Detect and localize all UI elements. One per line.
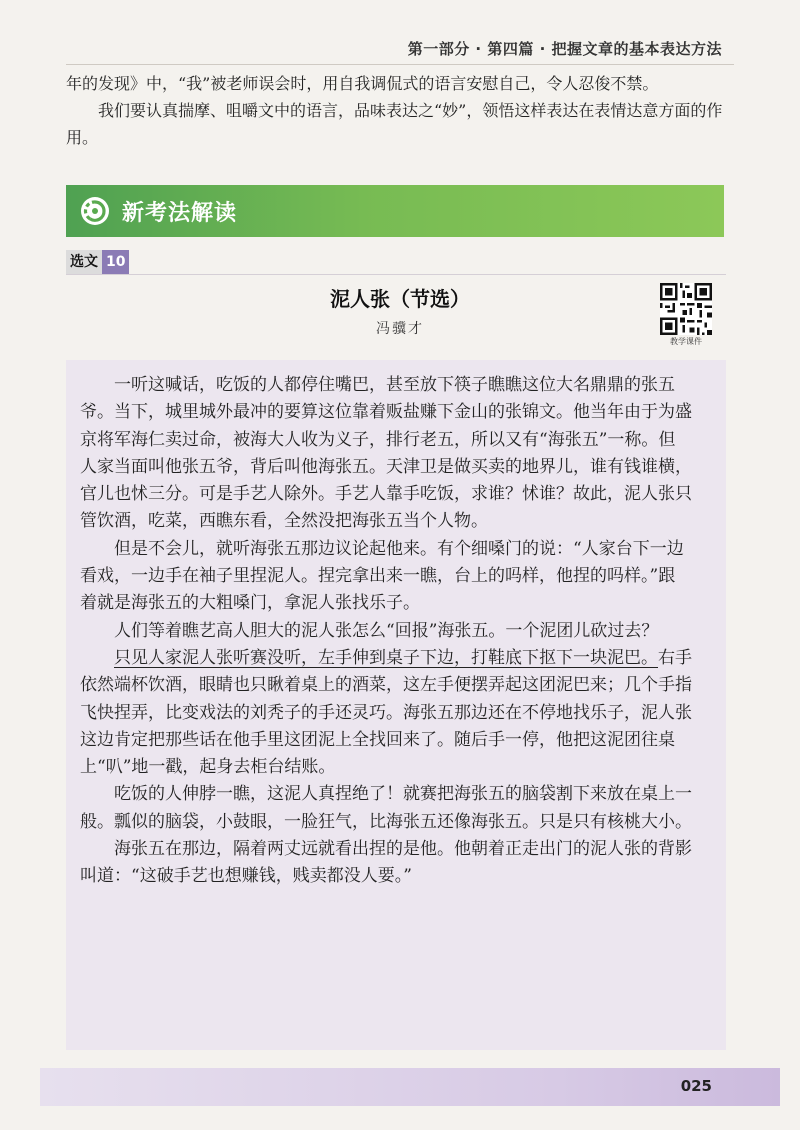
qr-code-icon[interactable] xyxy=(660,283,712,335)
qr-caption: 教学课件 xyxy=(670,337,702,346)
article-title: 泥人张（节选） xyxy=(330,287,470,311)
article-tag-number: 10 xyxy=(102,250,129,274)
qr-block[interactable] xyxy=(658,283,714,347)
header-divider xyxy=(66,64,734,65)
article-tag xyxy=(66,250,129,274)
passage-paragraph: 一听这喊话，吃饭的人都停住嘴巴，甚至放下筷子瞧瞧这位大名鼎鼎的张五爷。当下，城里城外最冲的要算这位靠着贩盐赚下金山的张锦文。他当年由于为盛京将军海仁卖过命，被海大人收为义子，排行老五，所以又有“海张五”一称。但人家当面叫他张五爷，背后叫他海张五。天津卫是做买卖的地界儿，谁有钱谁横，官儿也怵三分。可是手艺人除外。手艺人靠手吃饭，求谁？怵谁？故此，泥人张只管饮酒，吃菜，西瞧东看，全然没把海张五当个人物。 xyxy=(80,375,692,532)
intro-text xyxy=(66,70,734,151)
section-banner xyxy=(66,185,724,237)
running-header: 第一部分 · 第四篇 · 把握文章的基本表达方法 xyxy=(407,40,722,58)
passage-paragraph: 人们等着瞧艺高人胆大的泥人张怎么“回报”海张五。一个泥团儿砍过去？ xyxy=(114,620,659,641)
passage-paragraph: 吃饭的人伸脖一瞧，这泥人真捏绝了！就赛把海张五的脑袋割下来放在桌上一般。瓢似的脑袋，小鼓眼，一脸狂气，比海张五还像海张五。只是只有核桃大小。 xyxy=(80,784,692,832)
article-tag-label: 选文 xyxy=(66,250,102,274)
page-number: 025 xyxy=(680,1077,712,1095)
article-author: 冯骥才 xyxy=(376,321,424,337)
intro-paragraph: 我们要认真揣摩、咀嚼文中的语言，品味表达之“妙”，领悟这样表达在表情达意方面的作用。 xyxy=(66,101,723,147)
footer-bar xyxy=(40,1068,780,1106)
banner-title: 新考法解读 xyxy=(122,200,238,226)
passage-paragraph: 海张五在那边，隔着两丈远就看出捏的是他。他朝着正走出门的泥人张的背影叫道：“这破手艺也想赚钱，贱卖都没人要。” xyxy=(80,839,692,887)
paragraph-continuation: 右手依然端杯饮酒，眼睛也只瞅着桌上的酒菜，这左手便摆弄起这团泥巴来；几个手指飞快捏弄，比变戏法的刘秃子的手还灵巧。海张五那边还在不停地找乐子，泥人张这边肯定把那些话在他手里这团泥上全找回来了。随后手一停，他把这泥团往桌上“叭”地一戳，起身去柜台结账。 xyxy=(80,647,692,778)
tag-divider xyxy=(66,274,726,275)
underlined-sentence: 只见人家泥人张听赛没听，左手伸到桌子下边，打鞋底下抠下一块泥巴。 xyxy=(114,647,658,668)
intro-line: 年的发现》中，“我”被老师误会时，用自我调侃式的语言安慰自己，令人忍俊不禁。 xyxy=(66,74,659,93)
passage-paragraph xyxy=(80,645,692,781)
refresh-cycle-icon xyxy=(80,196,110,226)
reading-passage xyxy=(80,372,692,891)
passage-paragraph: 但是不会儿，就听海张五那边议论起他来。有个细嗓门的说：“人家台下一边看戏，一边手在袖子里捏泥人。捏完拿出来一瞧，台上的吗样，他捏的吗样。”跟着就是海张五的大粗嗓门，拿泥人张找乐子。 xyxy=(80,538,684,614)
